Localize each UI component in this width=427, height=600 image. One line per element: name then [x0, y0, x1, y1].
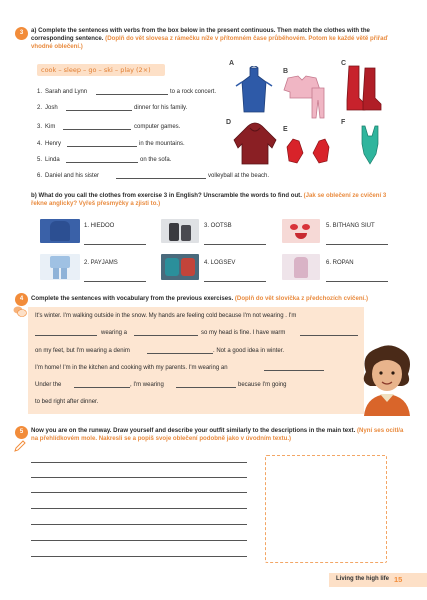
- sentence-rest: computer games.: [134, 124, 181, 130]
- unscramble-item-3: 3. OOTSB: [204, 223, 232, 229]
- boy-avatar-illustration: [356, 342, 418, 416]
- unscramble-item-6: 6. ROPAN: [326, 260, 354, 266]
- gloves-icon: [283, 137, 333, 165]
- answer-line[interactable]: [66, 162, 138, 163]
- writing-line-2[interactable]: [31, 477, 247, 478]
- ex4-line-6: to bed right after dinner.: [35, 399, 99, 405]
- ex4-line-4: I'm home! I'm in the kitchen and cooking with my parents. I'm wearing an: [35, 365, 228, 371]
- answer-line[interactable]: [67, 146, 137, 147]
- sentence-subject: Josh: [45, 105, 58, 111]
- exercise-5-czech: (Nyní ses ocitl/a na přehlídkovém mole. Nakresli se a popiš svoje oblečení podobně jako v úvodním textu.): [31, 427, 404, 442]
- part-b-czech: (Jak se oblečení ze cvičení 3 řekne anglicky? Vyřeš přesmyčky a zjisti to.): [31, 192, 387, 207]
- clothes-letter-b: B: [283, 68, 289, 75]
- exercise-4-czech: (Doplň do vět slovíčka z předchozích cvičení.): [234, 295, 368, 302]
- exercise-4-text: Complete the sentences with vocabulary from the previous exercises.: [31, 295, 234, 302]
- unscramble-item-1: 1. HIEDOO: [84, 223, 115, 229]
- sentence-rest: dinner for his family.: [134, 105, 188, 111]
- hoodie-icon: [232, 122, 278, 166]
- sentence-subject: Sarah and Lynn: [45, 89, 88, 95]
- clothes-letter-a: A: [229, 60, 235, 67]
- sentence-subject: Linda: [45, 157, 60, 163]
- part-a-text: Complete the sentences with verbs from the box below in the present continuous. Then match the clothes with the corresponding sentence.: [31, 27, 370, 42]
- sentence-subject: Daniel and his sister: [45, 173, 100, 179]
- pencil-icon: [14, 440, 26, 452]
- exercise-3-badge: 3: [15, 27, 28, 40]
- exercise-3a-instruction: [31, 27, 401, 51]
- drawing-box[interactable]: [265, 455, 387, 563]
- part-b-text: What do you call the clothes from exercise 3 in English? Unscramble the words to find out.: [38, 192, 302, 199]
- sentence-rest: in the mountains.: [139, 141, 185, 147]
- sentence-rest: volleyball at the beach.: [208, 173, 270, 179]
- sentence-number: 2.: [37, 105, 43, 111]
- writing-line-7[interactable]: [31, 556, 247, 557]
- sentence-subject: Henry: [45, 141, 62, 147]
- exercise-5-text: Now you are on the runway. Draw yourself and describe your outfit similarly to the descriptions in the main text.: [31, 427, 356, 434]
- exercise-3b-instruction: [31, 192, 401, 208]
- ex4-line-5b: , I'm wearing: [130, 382, 164, 388]
- speech-bubbles-icon: [13, 306, 27, 318]
- writing-line-4[interactable]: [31, 508, 247, 509]
- answer-line[interactable]: [74, 387, 130, 388]
- ex4-line-3a: on my feet, but I'm wearing a denim: [35, 348, 130, 354]
- boots-photo: [161, 219, 199, 243]
- answer-line[interactable]: [84, 281, 146, 282]
- writing-line-5[interactable]: [31, 524, 247, 525]
- sentence-rest: to a rock concert.: [170, 89, 217, 95]
- ex4-line-1: It's winter. I'm walking outside in the snow. My hands are feeling cold because I'm not wearing . I'm: [35, 313, 297, 319]
- sentence-number: 4.: [37, 141, 43, 147]
- answer-line[interactable]: [116, 178, 206, 179]
- sentence-rest: on the sofa.: [140, 157, 172, 163]
- clothes-letter-c: C: [341, 60, 347, 67]
- answer-line[interactable]: [35, 335, 97, 336]
- writing-line-1[interactable]: [31, 462, 247, 463]
- exercise-4-instruction: [31, 295, 411, 303]
- answer-line[interactable]: [96, 94, 168, 95]
- answer-line[interactable]: [84, 244, 146, 245]
- part-a-czech: (Doplň do vět slovesa z rámečku níže v přítomném čase průběhovém. Potom ke každé větě přiřaď vhodné oblečení.): [31, 35, 388, 50]
- pyjamas-photo: [40, 254, 80, 280]
- answer-line[interactable]: [66, 110, 132, 111]
- ex4-line-5c: because I'm going: [238, 382, 287, 388]
- exercise-5-badge: 5: [15, 426, 28, 439]
- answer-line[interactable]: [326, 281, 388, 282]
- answer-line[interactable]: [326, 244, 388, 245]
- hoodie-photo: [40, 219, 80, 243]
- answer-line[interactable]: [134, 335, 198, 336]
- swimsuit-icon: [356, 124, 384, 166]
- sentence-number: 1.: [37, 89, 43, 95]
- word-box-text: cook – sleep – go – ski – play (2×): [41, 66, 151, 74]
- sentence-number: 3.: [37, 124, 43, 130]
- answer-line[interactable]: [204, 244, 266, 245]
- writing-line-6[interactable]: [31, 540, 247, 541]
- apron-icon: [234, 66, 274, 114]
- answer-line[interactable]: [63, 129, 131, 130]
- sentence-subject: Kim: [45, 124, 56, 130]
- ex4-line-5a: Under the: [35, 382, 62, 388]
- apron-photo: [282, 254, 320, 280]
- answer-line[interactable]: [264, 370, 324, 371]
- word-box: [37, 64, 165, 76]
- part-b-letter: b): [31, 192, 37, 199]
- exercise-4-badge: 4: [15, 293, 28, 306]
- sentence-number: 5.: [37, 157, 43, 163]
- answer-line[interactable]: [204, 281, 266, 282]
- unscramble-item-5: 5. BITHANG SIUT: [326, 223, 375, 229]
- ex4-line-2a: wearing a: [101, 330, 128, 336]
- ex4-line-3b: . Not a good idea in winter.: [213, 348, 285, 354]
- answer-line[interactable]: [176, 387, 236, 388]
- boots-icon: [343, 64, 385, 112]
- clothes-letter-d: D: [226, 119, 232, 126]
- unscramble-item-2: 2. PAYJAMS: [84, 260, 118, 266]
- gloves-photo: [161, 254, 199, 280]
- pyjamas-icon: [282, 74, 332, 120]
- writing-line-3[interactable]: [31, 492, 247, 493]
- exercise-5-instruction: [31, 427, 411, 443]
- sentence-number: 6.: [37, 173, 43, 179]
- clothes-letter-f: F: [341, 119, 346, 126]
- ex4-line-2b: so my head is fine. I have warm: [201, 330, 286, 336]
- unit-title: Living the high life: [336, 576, 389, 582]
- part-a-letter: a): [31, 27, 37, 34]
- answer-line[interactable]: [300, 335, 358, 336]
- bikini-photo: [282, 219, 320, 243]
- page-number: 15: [394, 575, 403, 584]
- clothes-letter-e: E: [283, 126, 288, 133]
- answer-line[interactable]: [147, 353, 213, 354]
- unscramble-item-4: 4. LOGSEV: [204, 260, 236, 266]
